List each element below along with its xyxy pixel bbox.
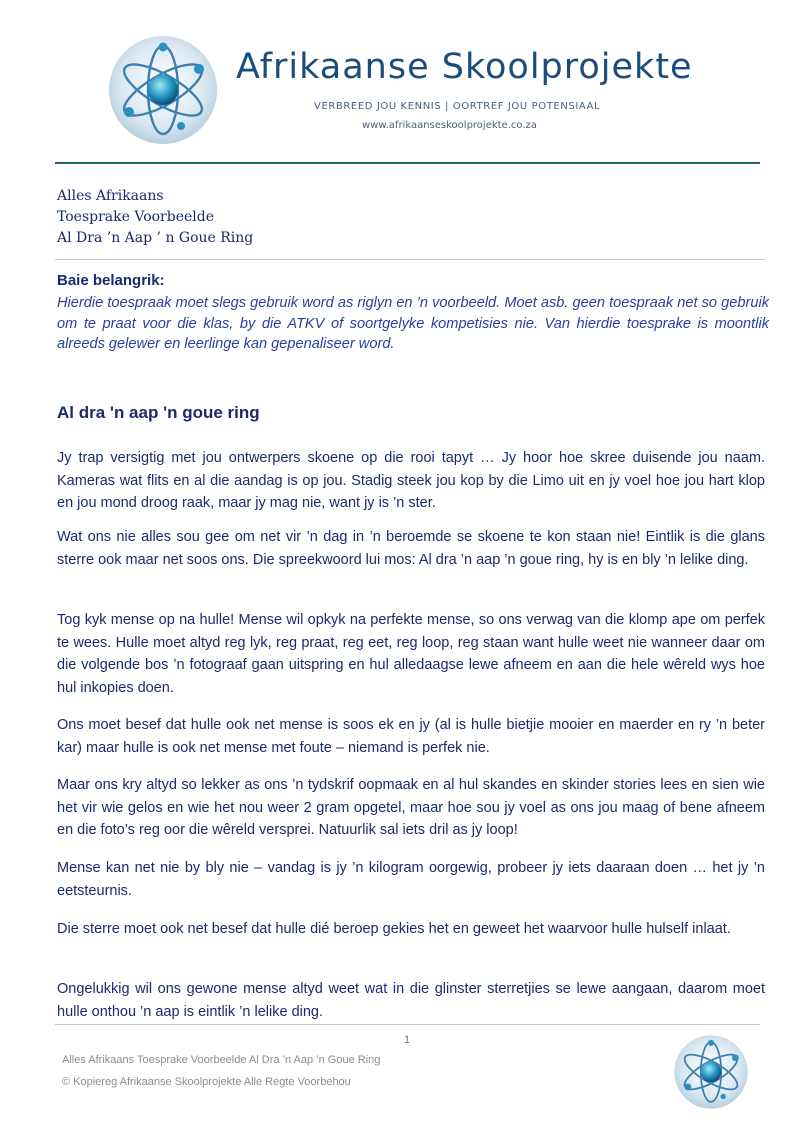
breadcrumb-section: Toesprake Voorbeelde: [57, 209, 215, 225]
speech-paragraph: Die sterre moet ook net besef dat hulle dié beroep gekies het en geweet het waarvoor hulle hulself inlaat.: [57, 921, 731, 937]
notice-heading: Baie belangrik:: [57, 272, 165, 289]
header-divider: [55, 162, 760, 164]
footer-divider: [55, 1024, 760, 1025]
breadcrumb: [57, 186, 757, 249]
speech-paragraph: Mense kan net nie by bly nie – vandag is jy ’n kilogram oorgewig, probeer jy iets daaraan doen … het jy ’n eetsteurnis.: [57, 860, 765, 899]
brand-title: Afrikaanse Skoolprojekte: [236, 47, 693, 87]
speech-paragraph: Wat ons nie alles sou gee om net vir ’n dag in ’n beroemde se skoene te kon staan nie! Eintlik is die glans sterre ook maar net soos ons. Die spreekwoord lui mos: Al dra ’n aap ’n goue ring, hy is en bly ’n lelike ding.: [57, 529, 765, 568]
footer-document-title: Alles Afrikaans Toesprake Voorbeelde Al Dra ’n Aap ’n Goue Ring: [62, 1054, 381, 1066]
breadcrumb-category: Alles Afrikaans: [57, 188, 164, 204]
atom-logo-icon: [107, 34, 219, 146]
breadcrumb-divider: [55, 259, 765, 260]
speech-paragraph: Jy trap versigtig met jou ontwerpers skoene op die rooi tapyt … Jy hoor hoe skree duisende jou naam. Kameras wat flits en al die aandag is op jou. Stadig steek jou kop by die Limo uit en jy voel hoe jou hart klop en jou mond droog raak, maar jy mag nie, want jy is ’n ster.: [57, 450, 765, 511]
speech-paragraph: Tog kyk mense op na hulle! Mense wil opkyk na perfekte mense, so ons verwag van die klomp ape om perfek te wees. Hulle moet altyd reg lyk, reg praat, reg eet, reg loop, reg staan want hulle weet nie wanneer daar om die volgende bos ’n fotograaf gaan uitspring en hul alledaagse lewe afneem en aan die hele wêreld wys hoe hul inkopies doen.: [57, 612, 765, 696]
footer-copyright: © Kopiereg Afrikaanse Skoolprojekte Alle Regte Voorbehou: [62, 1076, 351, 1088]
speech-title: Al dra 'n aap 'n goue ring: [57, 403, 260, 422]
speech-paragraph: Ongelukkig wil ons gewone mense altyd weet wat in die glinster sterretjies se lewe aangaan, daarom moet hulle onthou ’n aap is eintlik ’n lelike ding.: [57, 981, 765, 1020]
notice-body: Hierdie toespraak moet slegs gebruik word as riglyn en ’n voorbeeld. Moet asb. geen toespraak net so gebruik om te praat voor die klas, by die ATKV of soortgelyke kompetisies nie. Van hierdie toesprake is moontlik alreeds gelewer en leerlinge kan gepenaliseer word.: [57, 295, 769, 352]
brand-url[interactable]: www.afrikaanseskoolprojekte.co.za: [362, 120, 537, 131]
breadcrumb-page: Al Dra ’n Aap ’ n Goue Ring: [57, 230, 254, 246]
speech-paragraph: Ons moet besef dat hulle ook net mense is soos ek en jy (al is hulle bietjie mooier en maerder en ry ’n beter kar) maar hulle is ook net mense met foute – niemand is perfek nie.: [57, 717, 765, 756]
brand-tagline: VERBREED JOU KENNIS | OORTREF JOU POTENSIAAL: [314, 101, 601, 112]
page-number: 1: [404, 1034, 411, 1046]
atom-logo-icon: [673, 1034, 749, 1110]
speech-paragraph: Maar ons kry altyd so lekker as ons ’n tydskrif oopmaak en al hul skandes en skinder stories lees en sien wie het vir wie gelos en wie het nou weer 2 gram opgetel, maar hoe sou jy voel as ons jou maag of bene afneem en die foto’s reg oor die wêreld versprei. Natuurlik sal iets dril as jy loop!: [57, 777, 765, 838]
